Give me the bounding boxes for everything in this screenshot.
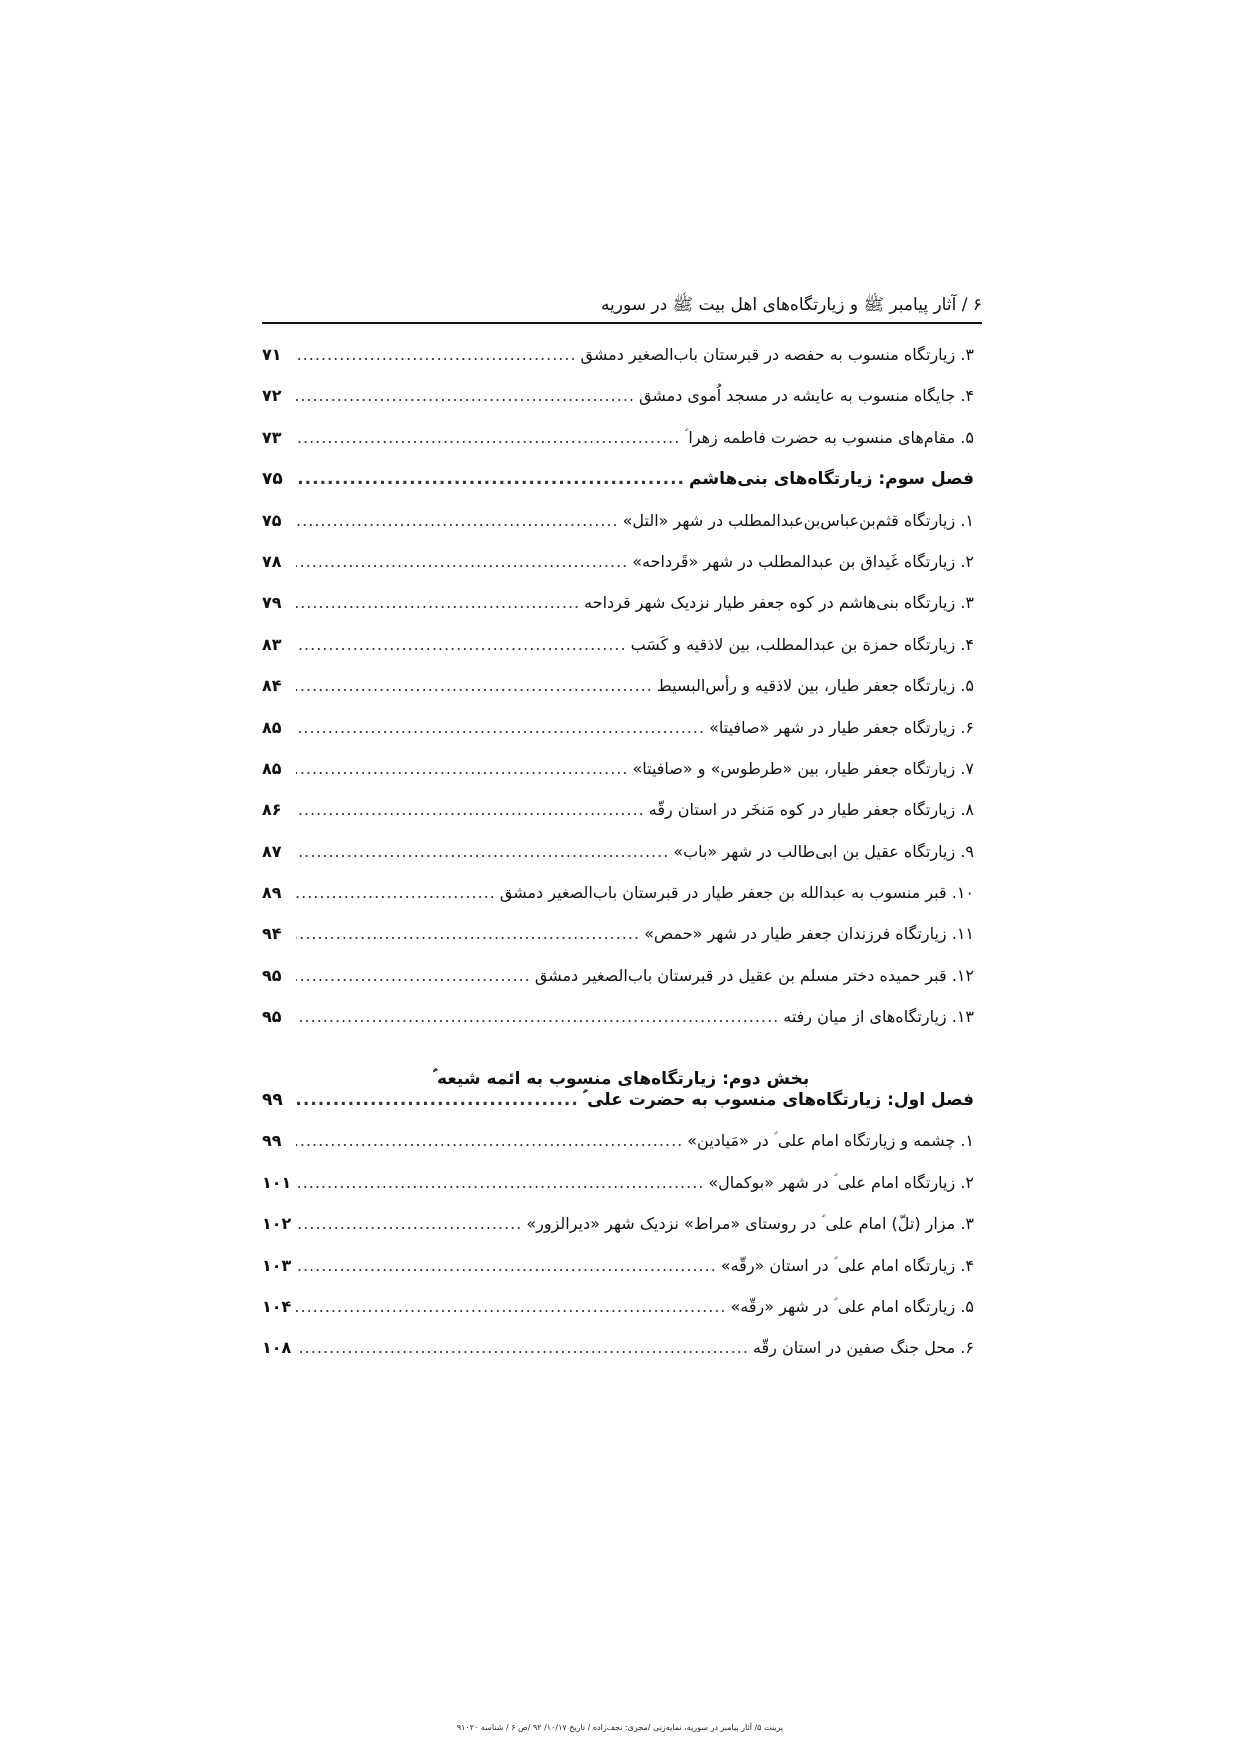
toc-entry[interactable] <box>262 593 980 634</box>
toc-entry-title: ۱۱. زیارتگاه فرزندان جعفر طیار در شهر «حمص» <box>644 924 974 944</box>
toc-entry-title: ۲. زیارتگاه امام علی ؑ در شهر «بوکمال» <box>708 1172 974 1192</box>
toc-entry[interactable] <box>262 924 980 965</box>
toc-entry-title: ۴. زیارتگاه حمزة بن عبدالمطلب، بین لاذقیه و کَسَب <box>630 634 974 654</box>
dot-leader <box>296 1256 717 1275</box>
toc-entry-page: ۹۵ <box>262 1007 282 1027</box>
toc-entry[interactable] <box>262 842 980 883</box>
dot-leader <box>296 1297 727 1316</box>
toc-entry-page: ۸۴ <box>262 676 282 696</box>
toc-entry-title: ۴. زیارتگاه امام علی ؑ در استان «رقّه» <box>720 1255 974 1275</box>
toc-entry-page: ۷۹ <box>262 593 282 613</box>
toc-entry-page: ۹۵ <box>262 965 282 985</box>
toc-entry-title: ۱۲. قبر حمیده دختر مسلم بن عقیل در قبرستان باب‌الصغیر دمشق <box>534 965 974 985</box>
toc-chapter-entry[interactable] <box>262 1090 980 1131</box>
toc-entry[interactable] <box>262 883 980 924</box>
toc-entry[interactable] <box>262 966 980 1007</box>
toc-entry-page: ۸۹ <box>262 883 282 903</box>
dot-leader <box>296 842 669 861</box>
toc-entry-page: ۷۸ <box>262 551 282 571</box>
toc-entry-page: ۱۰۸ <box>262 1338 292 1358</box>
toc-chapter-title: فصل اول: زیارتگاه‌های منسوب به حضرت علی ؑ <box>582 1090 974 1111</box>
toc-entry-page: ۹۹ <box>262 1090 283 1111</box>
toc-entry[interactable] <box>262 759 980 800</box>
part-heading[interactable]: بخش دوم: زیارتگاه‌های منسوب به ائمه شیعه ؑ <box>432 1068 810 1089</box>
toc-entry-page: ۹۹ <box>262 1131 282 1151</box>
toc-entry-page: ۷۱ <box>262 345 282 364</box>
toc-entry-title: ۶. زیارتگاه جعفر طیار در شهر «صافیتا» <box>709 717 974 737</box>
toc-entry-title: ۵. زیارتگاه جعفر طیار، بین لاذقیه و رأس‌البسیط <box>656 676 974 696</box>
dot-leader <box>296 428 680 447</box>
dot-leader <box>296 345 577 364</box>
toc-entry[interactable] <box>262 800 980 841</box>
dot-leader <box>296 924 640 943</box>
toc-entry[interactable] <box>262 1173 980 1214</box>
toc-entry-page: ۷۲ <box>262 386 282 406</box>
toc-entry-title: ۶. محل جنگ صفین در استان رقّه <box>752 1338 974 1358</box>
dot-leader <box>296 759 628 778</box>
dot-leader <box>296 469 685 489</box>
dot-leader <box>296 635 627 654</box>
toc-entry-title: ۹. زیارتگاه عقیل بن ابی‌طالب در شهر «باب» <box>673 841 974 861</box>
toc-entry[interactable] <box>262 1297 980 1338</box>
dot-leader <box>296 1214 522 1233</box>
toc-entry[interactable] <box>262 1131 980 1172</box>
toc-entry[interactable] <box>262 1007 980 1048</box>
toc-entry[interactable] <box>262 345 980 386</box>
dot-leader <box>296 1173 704 1192</box>
toc-entry-title: ۵. زیارتگاه امام علی ؑ در شهر «رقّه» <box>730 1296 974 1316</box>
toc-entry[interactable] <box>262 386 980 427</box>
toc-entry-title: ۳. مزار (تلّ) امام علی ؑ در روستای «مراط» نزدیک شهر «دیرالزور» <box>526 1214 974 1234</box>
toc-entry-page: ۸۵ <box>262 717 282 737</box>
toc-entry-page: ۱۰۱ <box>262 1172 292 1192</box>
dot-leader <box>296 800 645 819</box>
dot-leader <box>296 1090 579 1110</box>
toc-entry-title: ۱۳. زیارتگاه‌های از میان رفته <box>783 1007 974 1027</box>
toc-entry[interactable] <box>262 676 980 717</box>
dot-leader <box>296 1131 683 1150</box>
dot-leader <box>296 593 580 612</box>
running-header: ۶ / آثار پیامبر ﷺ و زیارتگاه‌های اهل بیت ﷺ در سوریه <box>600 295 982 315</box>
toc-entry-title: ۱۰. قبر منسوب به عبدالله بن جعفر طیار در قبرستان باب‌الصغیر دمشق <box>499 883 974 903</box>
toc-entry-title: ۴. جایگاه منسوب به عایشه در مسجد اُموی دمشق <box>639 386 974 406</box>
toc-entry-page: ۱۰۴ <box>262 1296 292 1316</box>
toc-entry-page: ۱۰۳ <box>262 1255 292 1275</box>
toc-entry[interactable] <box>262 511 980 552</box>
toc-entry-title: ۸. زیارتگاه جعفر طیار در کوه مَنخَر در استان رقّه <box>648 800 974 820</box>
toc-entry-title: ۳. زیارتگاه منسوب به حفصه در قبرستان باب‌الصغیر دمشق <box>580 345 974 364</box>
dot-leader <box>296 883 496 902</box>
dot-leader <box>296 511 619 530</box>
table-of-contents <box>262 345 980 1380</box>
toc-entry[interactable] <box>262 428 980 469</box>
toc-entry[interactable] <box>262 1256 980 1297</box>
dot-leader <box>296 386 635 405</box>
toc-entry-page: ۷۵ <box>262 469 283 490</box>
toc-entry-title: ۲. زیارتگاه غَیداق بن عبدالمطلب در شهر «قَرداحه» <box>632 551 974 571</box>
toc-entry-title: ۱. چشمه و زیارتگاه امام علی ؑ در «مَیادین» <box>687 1131 974 1151</box>
dot-leader <box>296 1338 749 1357</box>
toc-entry-page: ۷۵ <box>262 510 282 530</box>
header-divider <box>262 322 982 324</box>
toc-entry-title: ۱. زیارتگاه قثم‌بن‌عباس‌بن‌عبدالمطلب در شهر «التل» <box>622 510 974 530</box>
dot-leader <box>296 1007 779 1026</box>
toc-entry-title: ۷. زیارتگاه جعفر طیار، بین «طرطوس» و «صافیتا» <box>632 758 974 778</box>
toc-entry-page: ۸۶ <box>262 800 282 820</box>
print-imprint: پرینت ۵/ آثار پیامبر در سوریه، نمایه‌زنی /مجری: نجف‌زاده / تاریخ ۱۰/۱۷/ ۹۲ /ص ۶ / شناسه ۹۱۰۲۰ <box>456 1723 784 1732</box>
dot-leader <box>296 966 531 985</box>
toc-entry-page: ۱۰۲ <box>262 1214 292 1234</box>
toc-entry[interactable] <box>262 718 980 759</box>
toc-entry-page: ۸۵ <box>262 758 282 778</box>
toc-entry-page: ۸۳ <box>262 634 282 654</box>
toc-entry-page: ۹۴ <box>262 924 282 944</box>
toc-chapter-entry[interactable] <box>262 469 980 510</box>
toc-entry-title: ۵. مقام‌های منسوب به حضرت فاطمه زهرا ؑ <box>684 427 974 447</box>
toc-entry[interactable] <box>262 1214 980 1255</box>
dot-leader <box>296 718 705 737</box>
dot-leader <box>296 676 653 695</box>
toc-entry[interactable] <box>262 552 980 593</box>
dot-leader <box>296 552 628 571</box>
toc-chapter-title: فصل سوم: زیارتگاه‌های بنی‌هاشم <box>689 469 974 490</box>
toc-entry-page: ۷۳ <box>262 427 282 447</box>
toc-entry-title: ۳. زیارتگاه بنی‌هاشم در کوه جعفر طیار نزدیک شهر قرداحه <box>584 593 974 613</box>
toc-entry[interactable] <box>262 635 980 676</box>
toc-entry[interactable] <box>262 1338 980 1379</box>
toc-entry-page: ۸۷ <box>262 841 282 861</box>
